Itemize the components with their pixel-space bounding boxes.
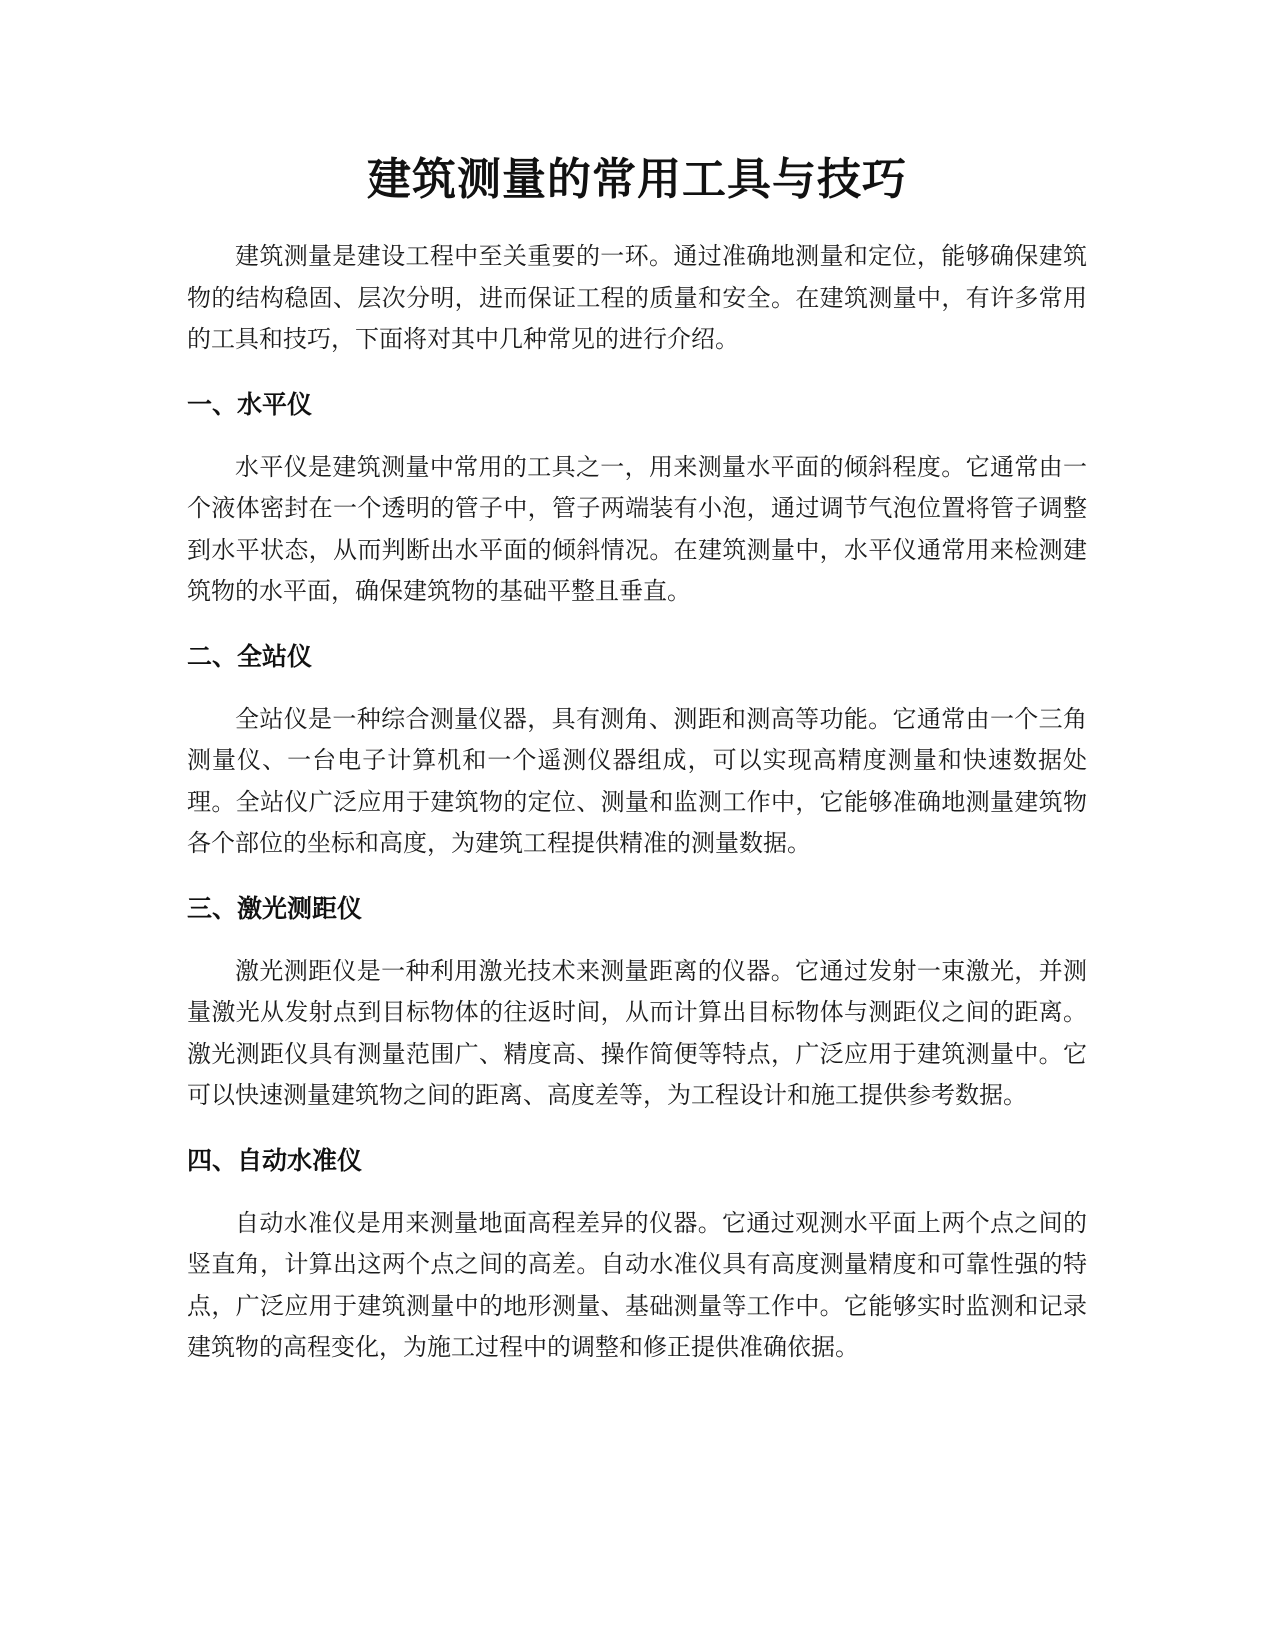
section-paragraph: 水平仪是建筑测量中常用的工具之一，用来测量水平面的倾斜程度。它通常由一个液体密封在一个透明的管子中，管子两端装有小泡，通过调节气泡位置将管子调整到水平状态，从而判断出水平面的倾斜情况。在建筑测量中，水平仪通常用来检测建筑物的水平面，确保建筑物的基础平整且垂直。 — [187, 452, 1087, 605]
section-total-station — [187, 639, 1087, 865]
section-paragraph: 自动水准仪是用来测量地面高程差异的仪器。它通过观测水平面上两个点之间的竖直角，计算出这两个点之间的高差。自动水准仪具有高度测量精度和可靠性强的特点，广泛应用于建筑测量中的地形测量、基础测量等工作中。它能够实时监测和记录建筑物的高程变化，为施工过程中的调整和修正提供准确依据。 — [187, 1208, 1087, 1361]
section-heading: 三、激光测距仪 — [187, 893, 363, 923]
section-level — [187, 387, 1087, 613]
section-paragraph: 激光测距仪是一种利用激光技术来测量距离的仪器。它通过发射一束激光，并测量激光从发射点到目标物体的往返时间，从而计算出目标物体与测距仪之间的距离。激光测距仪具有测量范围广、精度高、操作简便等特点，广泛应用于建筑测量中。它可以快速测量建筑物之间的距离、高度差等，为工程设计和施工提供参考数据。 — [187, 956, 1087, 1109]
document-page — [187, 150, 1087, 1369]
section-paragraph: 全站仪是一种综合测量仪器，具有测角、测距和测高等功能。它通常由一个三角测量仪、一台电子计算机和一个遥测仪器组成，可以实现高精度测量和快速数据处理。全站仪广泛应用于建筑物的定位、测量和监测工作中，它能够准确地测量建筑物各个部位的坐标和高度，为建筑工程提供精准的测量数据。 — [187, 704, 1087, 857]
document-title: 建筑测量的常用工具与技巧 — [367, 154, 907, 205]
intro-paragraph: 建筑测量是建设工程中至关重要的一环。通过准确地测量和定位，能够确保建筑物的结构稳固、层次分明，进而保证工程的质量和安全。在建筑测量中，有许多常用的工具和技巧，下面将对其中几种常见的进行介绍。 — [187, 242, 1087, 353]
section-heading: 二、全站仪 — [187, 641, 313, 671]
section-automatic-level — [187, 1143, 1087, 1369]
section-heading: 四、自动水准仪 — [187, 1145, 363, 1175]
section-laser-rangefinder — [187, 891, 1087, 1117]
section-heading: 一、水平仪 — [187, 389, 313, 419]
